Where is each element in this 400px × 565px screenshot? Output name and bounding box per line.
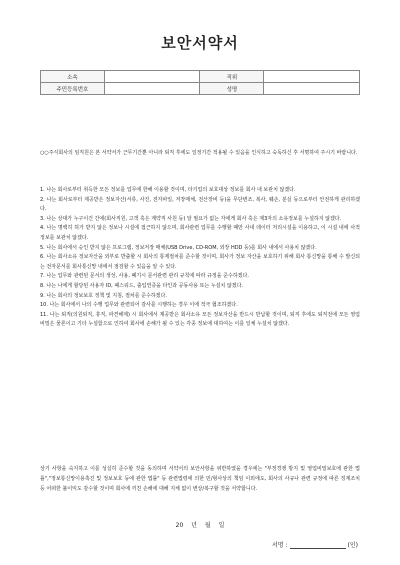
document-title: 보안서약서 <box>161 34 239 52</box>
pledge-item: 8. 나는 나에게 할당된 사용자 ID, 패스워드, 출입연증을 타인과 공동사용 또는 누설치 않겠다. <box>40 282 243 289</box>
dept-value <box>104 71 200 83</box>
name-value <box>264 83 360 95</box>
pledge-item: 11. 나는 퇴직(의원퇴직, 휴직, 파견해제) 시 회사에서 제공받은 회사소유 모든 정보자산을 반드시 반납할 것이며, 퇴직 후에도 퇴직전에 모든 영업비밀은 물론이고 기타 누설함으로 인하여 회사에 손해가 될 수 있는 각종 정보에 대하여는 이를 일체 누설치 않겠다. <box>40 311 360 328</box>
position-value <box>264 71 360 83</box>
pledge-item: 1. 나는 회사로부터 취득한 모든 정보를 업무에 한해 이용할 것이며, 타기업의 보호대상 정보를 회사 내 보관치 않겠다. <box>40 187 296 193</box>
intro-paragraph: ○○주식회사의 임직원은 본 서약서가 근무기간뿐 아니라 퇴직 후에도 일정기간 적용될 수 있음을 인식하고 숙독하신 후 서명하여 주시기 바랍니다. <box>40 150 358 156</box>
seal-mark: (인) <box>347 542 358 549</box>
pledge-items <box>40 186 360 330</box>
closing-paragraph: 상기 사항을 숙지하고 이를 성실히 준수할 것을 동의하며 서약서의 보안사항을 위반하였을 경우에는 "부정경쟁 방지 및 영업비밀보호에 관한 법률","정보통신망이용촉진 및 정보보호 등에 관한 법률" 등 관련법령에 의한 민/형사상의 책임 이외에도, 회사의 사규나 관련 규정에 따른 징계조치 등 어떠한 불이익도 감수할 것이며 회사에 끼친 손해에 대해 지체 없이 변상/복구할 것을 서약합니다. <box>40 466 360 492</box>
pledge-item: 9. 나는 회사의 정보보호 정책 및 지침, 절차를 준수하겠다. <box>40 292 167 299</box>
name-label: 성명 <box>200 83 264 95</box>
id-number-value <box>104 83 200 95</box>
signature-field[interactable] <box>290 540 346 549</box>
date-line: 20 년 월 일 <box>175 522 225 529</box>
pledge-item: 6. 나는 회사소유 정보자산을 외부로 반출할 시 회사의 통제절차를 준수할 것이며, 회사가 정보 자산을 보호하기 위해 회사 통신망을 통해 수 발신되는 전자문서를 회사통신망 내에서 점검할 수 있음을 알 수 있다. <box>40 254 360 270</box>
id-number-label: 주민등록번호 <box>41 83 105 95</box>
signature-line <box>272 540 358 549</box>
pledge-item: 2. 나는 회사로부터 제공받은 정보자산(서류, 사진, 전자파일, 저장매체, 전산장비 등)을 무단변조, 복사, 훼손, 분실 등으로부터 안전하게 관리하겠다. <box>40 196 360 213</box>
position-label: 직위 <box>200 71 264 83</box>
pledge-item: 3. 나는 상대가 누구이건 간에(회사직원, 고객 혹은 계약직 사원 등) 알 필요가 없는 자에게 회사 혹은 제3자의 소유정보를 누설하지 않겠다. <box>40 215 342 222</box>
signature-label: 서명 : <box>271 542 288 549</box>
dept-label: 소속 <box>41 71 105 83</box>
pledge-item: 10. 나는 회사에서 나의 수행 업무와 관련되어 감사를 시행하는 경우 이에 적극 협조하겠다. <box>40 302 238 309</box>
pledge-item: 4. 나는 명백히 허가 받지 않은 정보나 시설에 접근하지 않으며, 회사관련 업무를 수행할 때만 사내 데이터 처리시설을 이용하고, 이 시설 내에 사적 정보를 보관치 않겠다. <box>40 225 360 241</box>
personal-info-table <box>40 70 360 95</box>
pledge-item: 5. 나는 회사에서 승인 받지 않은 프로그램, 정보저장 매체(USB Drive, CD-ROM, 외장 HDD 등)를 회사 내에서 사용치 않겠다. <box>40 244 317 251</box>
pledge-item: 7. 나는 업무와 관련된 문서의 생성, 사용, 폐기시 문서관련 관리 규칙에 따라 규정을 준수하겠다. <box>40 273 249 280</box>
